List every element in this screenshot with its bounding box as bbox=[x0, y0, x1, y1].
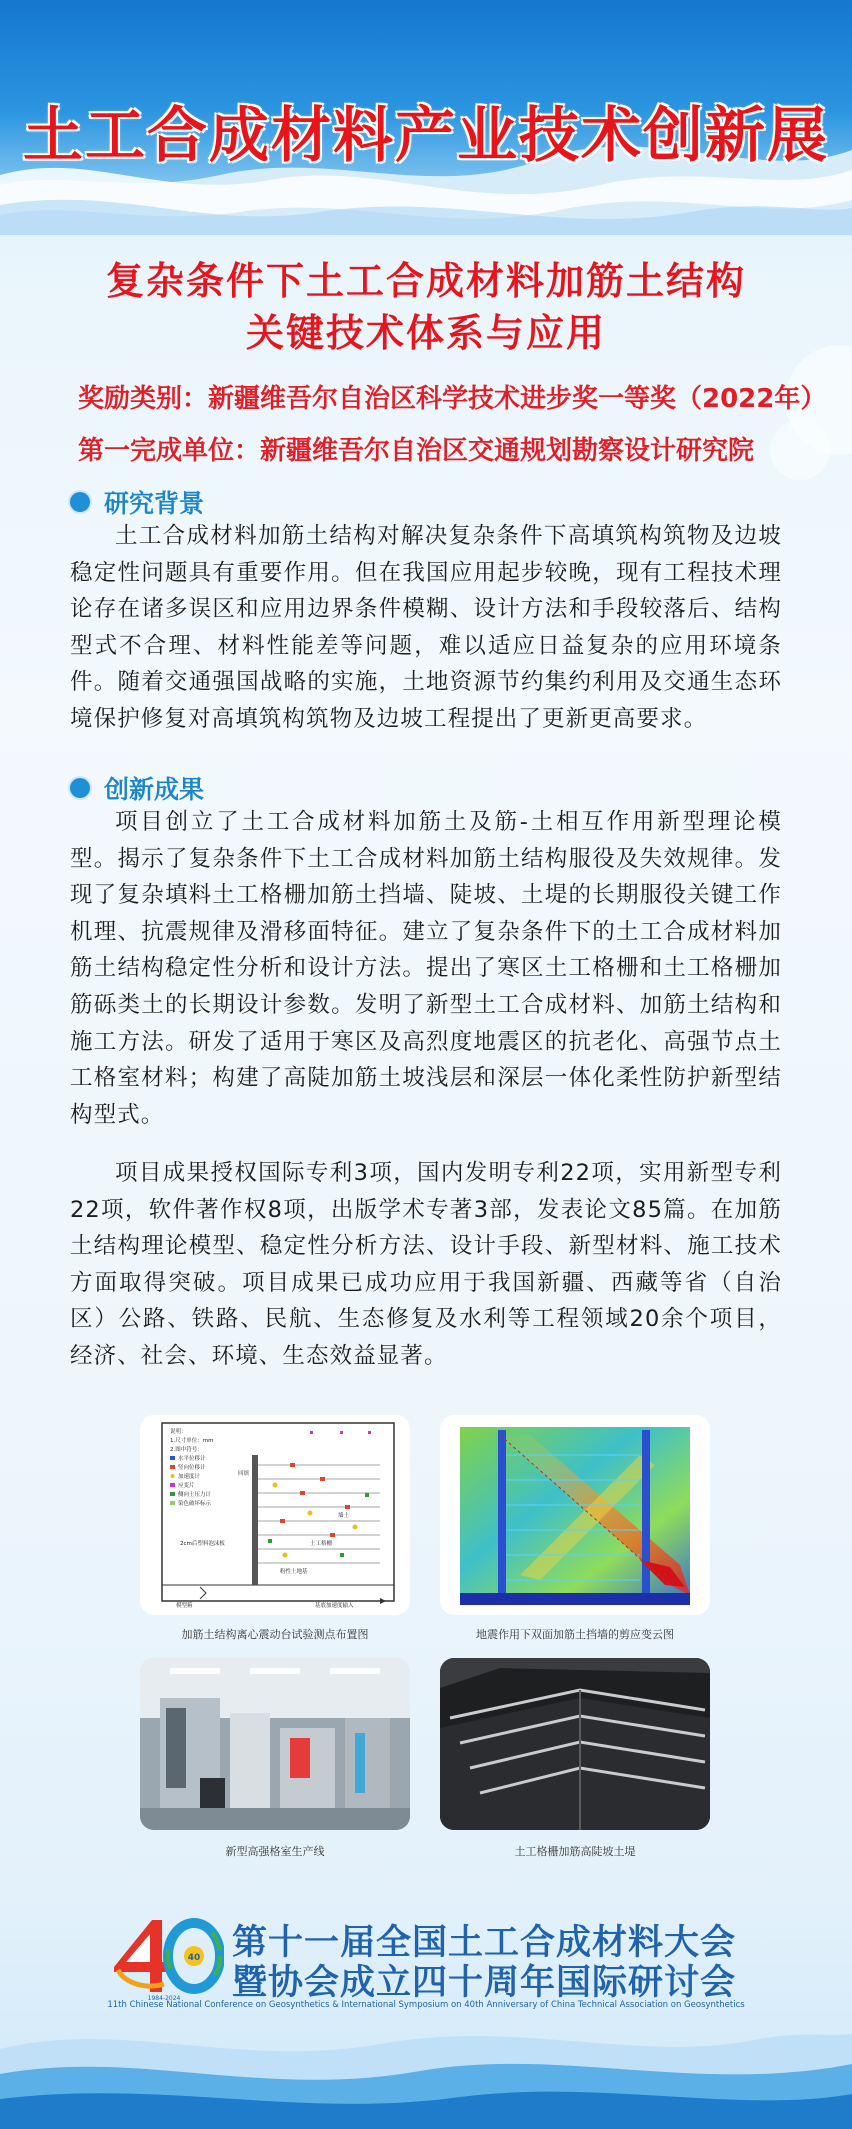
background-paragraph: 土工合成材料加筋土结构对解决复杂条件下高填筑构筑物及边坡稳定性问题具有重要作用。但在我国应用起步较晚，现有工程技术理论存在诸多误区和应用边界条件模糊、设计方法和手段较落后、结构型式不合理、材料性能差等问题，难以适应日益复杂的应用环境条件。随着交通强国战略的实施，土地资源节约集约利用及交通生态环境保护修复对高填筑构筑物及边坡工程提出了更新更高要求。 bbox=[70, 523, 782, 732]
svg-text:墙土: 墙土 bbox=[338, 1513, 350, 1519]
innovation-heading bbox=[70, 770, 204, 806]
project-title-line1: 复杂条件下土工合成材料加筋土结构 bbox=[105, 259, 746, 303]
project-title-line2: 关键技术体系与应用 bbox=[245, 311, 606, 355]
figure-test-layout bbox=[140, 1415, 410, 1615]
award-category: 奖励类别：新疆维吾尔自治区科学技术进步奖一等奖（2022年） bbox=[78, 384, 827, 414]
figure-caption-1: 加筋土结构离心震动台试验测点布置图 bbox=[181, 1628, 369, 1641]
figure-caption-2: 地震作用下双面加筋土挡墙的剪应变云图 bbox=[476, 1628, 674, 1641]
svg-text:侧向土压力计: 侧向土压力计 bbox=[178, 1492, 212, 1498]
test-layout-diagram bbox=[140, 1415, 410, 1615]
figure-caption-4: 土工格栅加筋高陡坡土堤 bbox=[514, 1845, 636, 1858]
svg-text:应变片: 应变片 bbox=[178, 1483, 195, 1489]
logo-number: 40 bbox=[187, 1953, 201, 1963]
svg-text:染色破坏标示: 染色破坏标示 bbox=[178, 1501, 212, 1507]
footer-wave-band bbox=[0, 2009, 852, 2129]
svg-text:2cm后塑料泡沫板: 2cm后塑料泡沫板 bbox=[180, 1541, 225, 1547]
svg-text:模型箱: 模型箱 bbox=[176, 1603, 193, 1609]
slope-photo bbox=[440, 1658, 710, 1830]
anniversary-40-logo bbox=[104, 1912, 224, 2002]
shear-strain-contour bbox=[440, 1415, 710, 1615]
innovation-heading-text: 创新成果 bbox=[104, 775, 205, 804]
legend-title: 说明： bbox=[170, 1429, 187, 1435]
completion-unit: 第一完成单位：新疆维吾尔自治区交通规划勘察设计研究院 bbox=[78, 436, 755, 466]
main-title: 土工合成材料产业技术创新展 bbox=[23, 101, 829, 171]
background-heading-text: 研究背景 bbox=[104, 489, 205, 518]
svg-text:竖向位移计: 竖向位移计 bbox=[178, 1465, 206, 1471]
svg-text:2.图中符号：: 2.图中符号： bbox=[170, 1447, 203, 1453]
innovation-paragraph-2: 项目成果授权国际专利3项，国内发明专利22项，实用新型专利22项，软件著作权8项，出版学术专著3部，发表论文85篇。在加筋土结构理论模型、稳定性分析方法、设计手段、新型材料、施工技术方面取得突破。项目成果已成功应用于我国新疆、西藏等省（自治区）公路、铁路、民航、生态修复及水利等工程领域20余个项目，经济、社会、环境、生态效益显著。 bbox=[70, 1160, 782, 1369]
logo-years: 1984-2024 bbox=[147, 1995, 181, 2002]
svg-text:粉性土地基: 粉性土地基 bbox=[280, 1569, 308, 1575]
svg-text:土工格栅: 土工格栅 bbox=[310, 1541, 333, 1547]
bullet-icon bbox=[70, 778, 90, 798]
conference-title-line1: 第十一届全国土工合成材料大会 bbox=[232, 1923, 737, 1963]
production-line-photo bbox=[140, 1658, 410, 1830]
svg-text:水平位移计: 水平位移计 bbox=[178, 1456, 206, 1462]
decorative-circles bbox=[760, 340, 852, 500]
figure-production-line bbox=[140, 1658, 410, 1830]
svg-text:加速度计: 加速度计 bbox=[178, 1474, 201, 1480]
bullet-icon bbox=[70, 492, 90, 512]
svg-text:基底加速度输入: 基底加速度输入 bbox=[315, 1603, 354, 1609]
svg-text:1.尺寸单位：mm: 1.尺寸单位：mm bbox=[170, 1438, 214, 1444]
figure-slope bbox=[440, 1658, 710, 1830]
svg-text:回填: 回填 bbox=[238, 1471, 250, 1477]
conference-title-line2: 暨协会成立四十周年国际研讨会 bbox=[232, 1963, 737, 2003]
conference-english-title: 11th Chinese National Conference on Geosynthetics & International Symposium on 40th Anniversary of China Technical Association on Geosynthetics bbox=[107, 2000, 745, 2010]
figure-shear-strain bbox=[440, 1415, 710, 1615]
figure-caption-3: 新型高强格室生产线 bbox=[225, 1845, 325, 1858]
background-heading bbox=[70, 484, 204, 520]
conference-logo bbox=[104, 1912, 224, 2002]
innovation-paragraph-1: 项目创立了土工合成材料加筋土及筋-土相互作用新型理论模型。揭示了复杂条件下土工合成材料加筋土结构服役及失效规律。发现了复杂填料土工格栅加筋土挡墙、陡坡、土堤的长期服役关键工作机理、抗震规律及滑移面特征。建立了复杂条件下的土工合成材料加筋土结构稳定性分析和设计方法。提出了寒区土工格栅和土工格栅加筋砾类土的长期设计参数。发明了新型土工合成材料、加筋土结构和施工方法。研发了适用于寒区及高烈度地震区的抗老化、高强节点土工格室材料；构建了高陡加筋土坡浅层和深层一体化柔性防护新型结构型式。 bbox=[70, 809, 782, 1128]
